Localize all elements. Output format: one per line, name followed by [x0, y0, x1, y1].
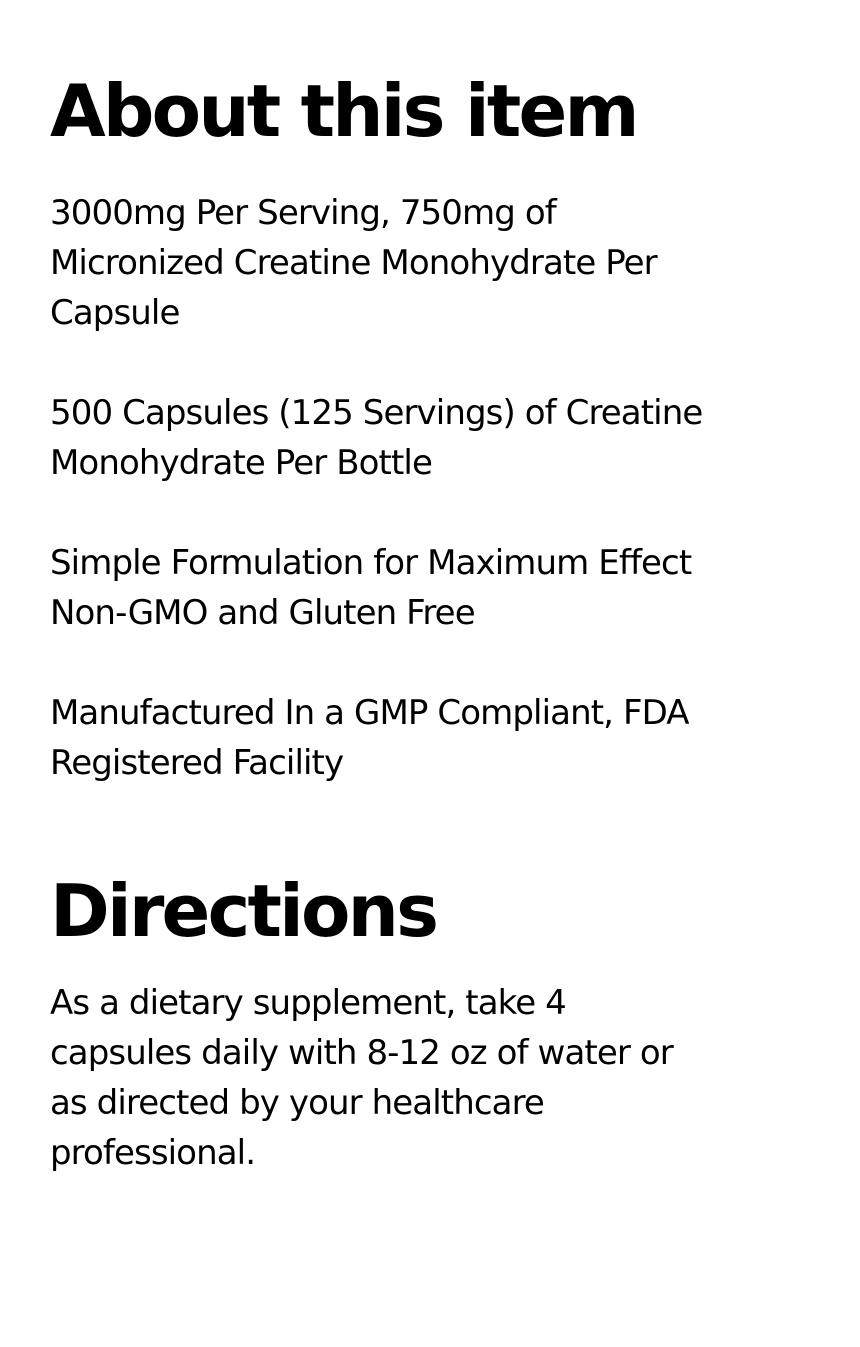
directions-heading: Directions [50, 869, 437, 953]
about-item-capsules: 500 Capsules (125 Servings) of Creatine Monohydrate Per Bottle [50, 393, 703, 483]
about-heading: About this item [50, 69, 637, 153]
about-item-formulation: Simple Formulation for Maximum Effect Non-GMO and Gluten Free [50, 543, 692, 633]
about-item-facility: Manufactured In a GMP Compliant, FDA Registered Facility [50, 693, 689, 783]
directions-text: As a dietary supplement, take 4 capsules daily with 8-12 oz of water or as directed by your healthcare professional. [50, 983, 673, 1173]
about-item-serving: 3000mg Per Serving, 750mg of Micronized Creatine Monohydrate Per Capsule [50, 193, 657, 333]
